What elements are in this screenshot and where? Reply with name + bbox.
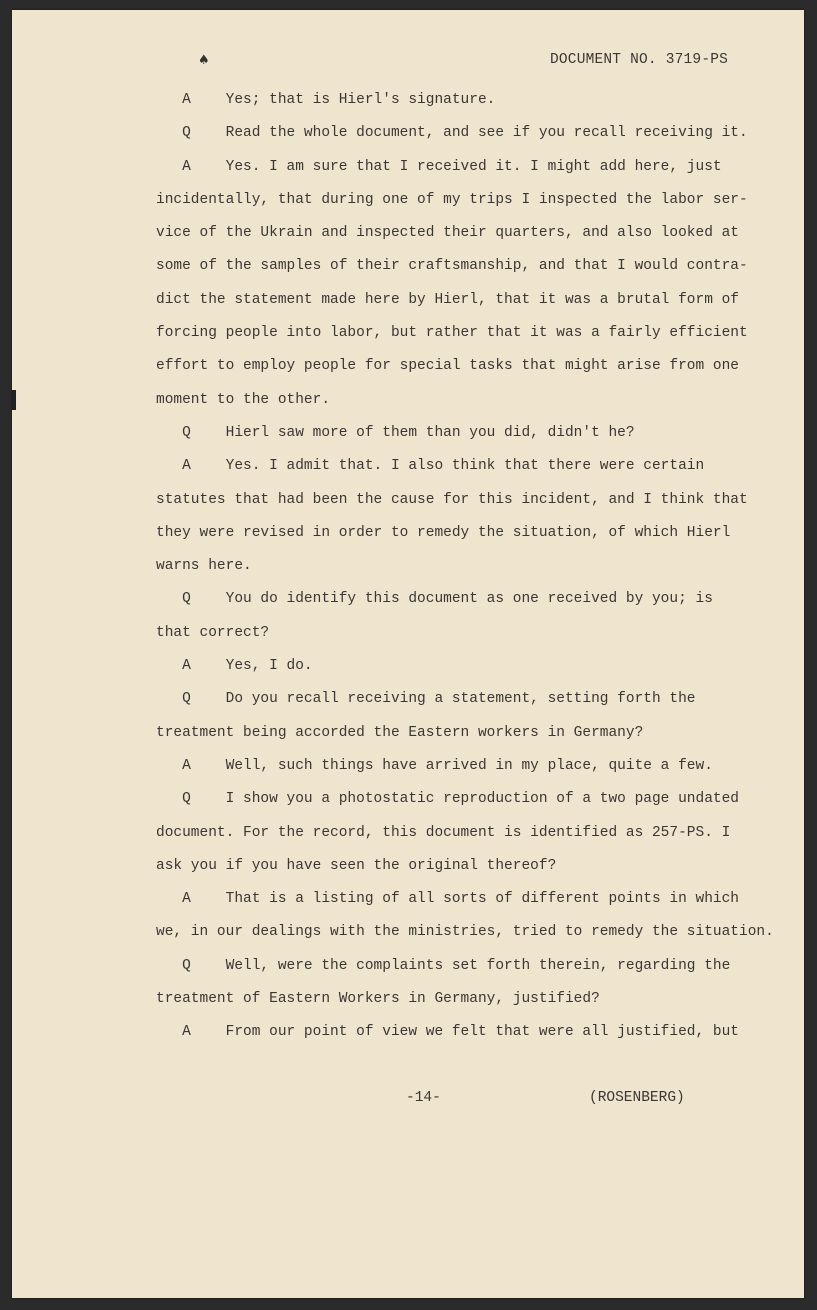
document-number: DOCUMENT NO. 3719-PS xyxy=(550,52,729,68)
transcript-line: some of the samples of their craftsmanship, and that I would contra- xyxy=(156,258,748,275)
transcript-line: treatment being accorded the Eastern workers in Germany? xyxy=(156,724,644,741)
transcript-line: treatment of Eastern Workers in Germany, justified? xyxy=(156,991,600,1008)
transcript-line: effort to employ people for special tasks that might arise from one xyxy=(156,358,739,375)
transcript-line: they were revised in order to remedy the situation, of which Hierl xyxy=(156,524,731,541)
page-number: -14- xyxy=(406,1090,441,1106)
transcript-line: moment to the other. xyxy=(156,391,331,408)
transcript-line: A Well, such things have arrived in my place, quite a few. xyxy=(156,757,713,774)
transcript-line: A Yes. I am sure that I received it. I might add here, just xyxy=(156,158,722,175)
transcript-line: document. For the record, this document is identified as 257-PS. I xyxy=(156,824,731,841)
transcript-line: A Yes. I admit that. I also think that there were certain xyxy=(156,458,705,475)
transcript-line: A Yes, I do. xyxy=(156,658,313,675)
transcript-line: incidentally, that during one of my trips I inspected the labor ser- xyxy=(156,191,748,208)
transcript-line: A From our point of view we felt that were all justified, but xyxy=(156,1024,739,1041)
transcript-line: Q Read the whole document, and see if you recall receiving it. xyxy=(156,125,748,142)
transcript-line: A Yes; that is Hierl's signature. xyxy=(156,92,496,108)
transcript-line: that correct? xyxy=(156,624,270,641)
spade-mark-icon: ♠ xyxy=(198,53,210,68)
transcript-line: vice of the Ukrain and inspected their quarters, and also looked at xyxy=(156,225,739,242)
document-page xyxy=(12,10,804,1298)
transcript-line: A That is a listing of all sorts of different points in which xyxy=(156,891,739,908)
transcript-line: Q Do you recall receiving a statement, setting forth the xyxy=(156,691,696,708)
transcript-line: forcing people into labor, but rather that it was a fairly efficient xyxy=(156,325,748,342)
transcript-line: Q You do identify this document as one received by you; is xyxy=(156,591,713,608)
binding-mark xyxy=(12,390,16,410)
transcript-line: Q I show you a photostatic reproduction of a two page undated xyxy=(156,791,739,808)
transcript-line: warns here. xyxy=(156,558,252,575)
transcript-line: Q Well, were the complaints set forth therein, regarding the xyxy=(156,957,731,974)
transcript-line: Q Hierl saw more of them than you did, didn't he? xyxy=(156,424,635,441)
transcript-line: statutes that had been the cause for this incident, and I think that xyxy=(156,491,748,508)
transcript-line: ask you if you have seen the original thereof? xyxy=(156,857,557,874)
transcript-line: we, in our dealings with the ministries, tried to remedy the situation. xyxy=(156,924,774,941)
transcript-body xyxy=(156,84,774,1050)
transcript-line: dict the statement made here by Hierl, that it was a brutal form of xyxy=(156,291,739,308)
witness-name: (ROSENBERG) xyxy=(589,1090,685,1106)
